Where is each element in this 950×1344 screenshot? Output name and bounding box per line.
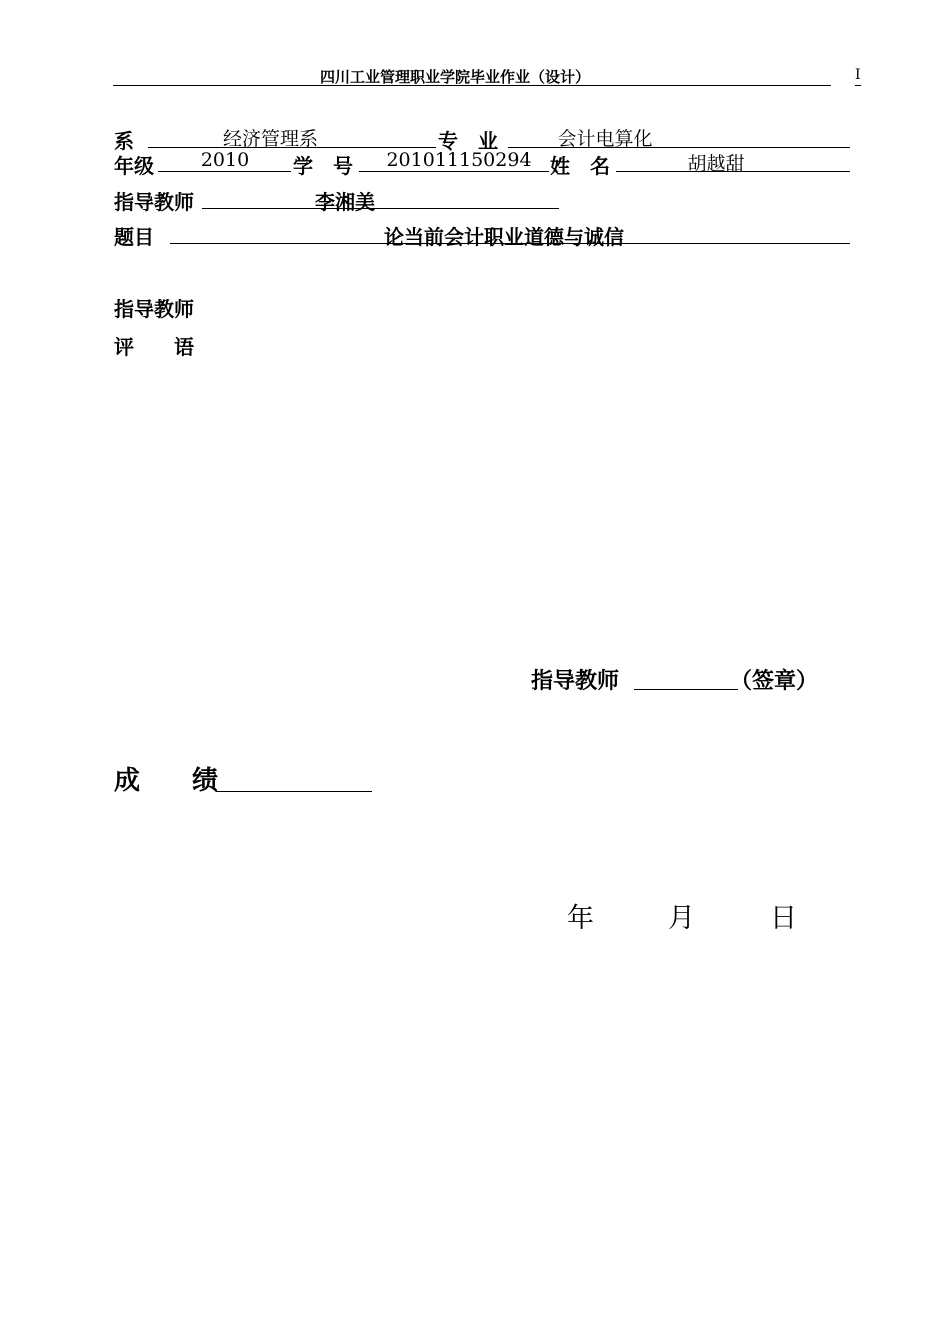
student-id-label: 学 号 bbox=[293, 154, 353, 178]
document-header-title: 四川工业管理职业学院毕业作业（设计） bbox=[320, 68, 591, 86]
page-number-rule bbox=[855, 85, 861, 86]
comment-area[interactable] bbox=[114, 370, 850, 650]
name-value: 胡越甜 bbox=[687, 153, 745, 175]
grade-label: 年级 bbox=[114, 154, 154, 178]
advisor-label: 指导教师 bbox=[114, 190, 194, 214]
advisor-value: 李湘美 bbox=[315, 190, 375, 214]
date-month: 月 bbox=[668, 903, 695, 934]
student-id-value: 201011150294 bbox=[386, 149, 532, 171]
header-rule bbox=[113, 85, 831, 86]
advisor-underline bbox=[202, 208, 559, 209]
date-year: 年 bbox=[567, 903, 594, 934]
comment-heading-line2: 评 语 bbox=[114, 335, 194, 359]
topic-value: 论当前会计职业道德与诚信 bbox=[384, 225, 624, 249]
comment-heading-line1: 指导教师 bbox=[114, 297, 194, 321]
grade-value: 2010 bbox=[200, 149, 250, 171]
student-id-underline bbox=[359, 171, 549, 172]
score-underline[interactable] bbox=[216, 791, 372, 792]
grade-underline bbox=[158, 171, 291, 172]
dept-label: 系 bbox=[114, 129, 134, 153]
major-value: 会计电算化 bbox=[557, 128, 653, 150]
signature-label: 指导教师 bbox=[531, 669, 620, 694]
score-label: 成 绩 bbox=[114, 766, 219, 796]
dept-value: 经济管理系 bbox=[222, 128, 318, 150]
signature-suffix: （签章） bbox=[730, 669, 819, 694]
date-day: 日 bbox=[770, 903, 797, 934]
signature-underline[interactable] bbox=[634, 689, 738, 690]
page-number: I bbox=[855, 67, 861, 83]
major-label: 专 业 bbox=[438, 129, 498, 153]
topic-label: 题目 bbox=[114, 225, 154, 249]
name-label: 姓 名 bbox=[550, 154, 610, 178]
